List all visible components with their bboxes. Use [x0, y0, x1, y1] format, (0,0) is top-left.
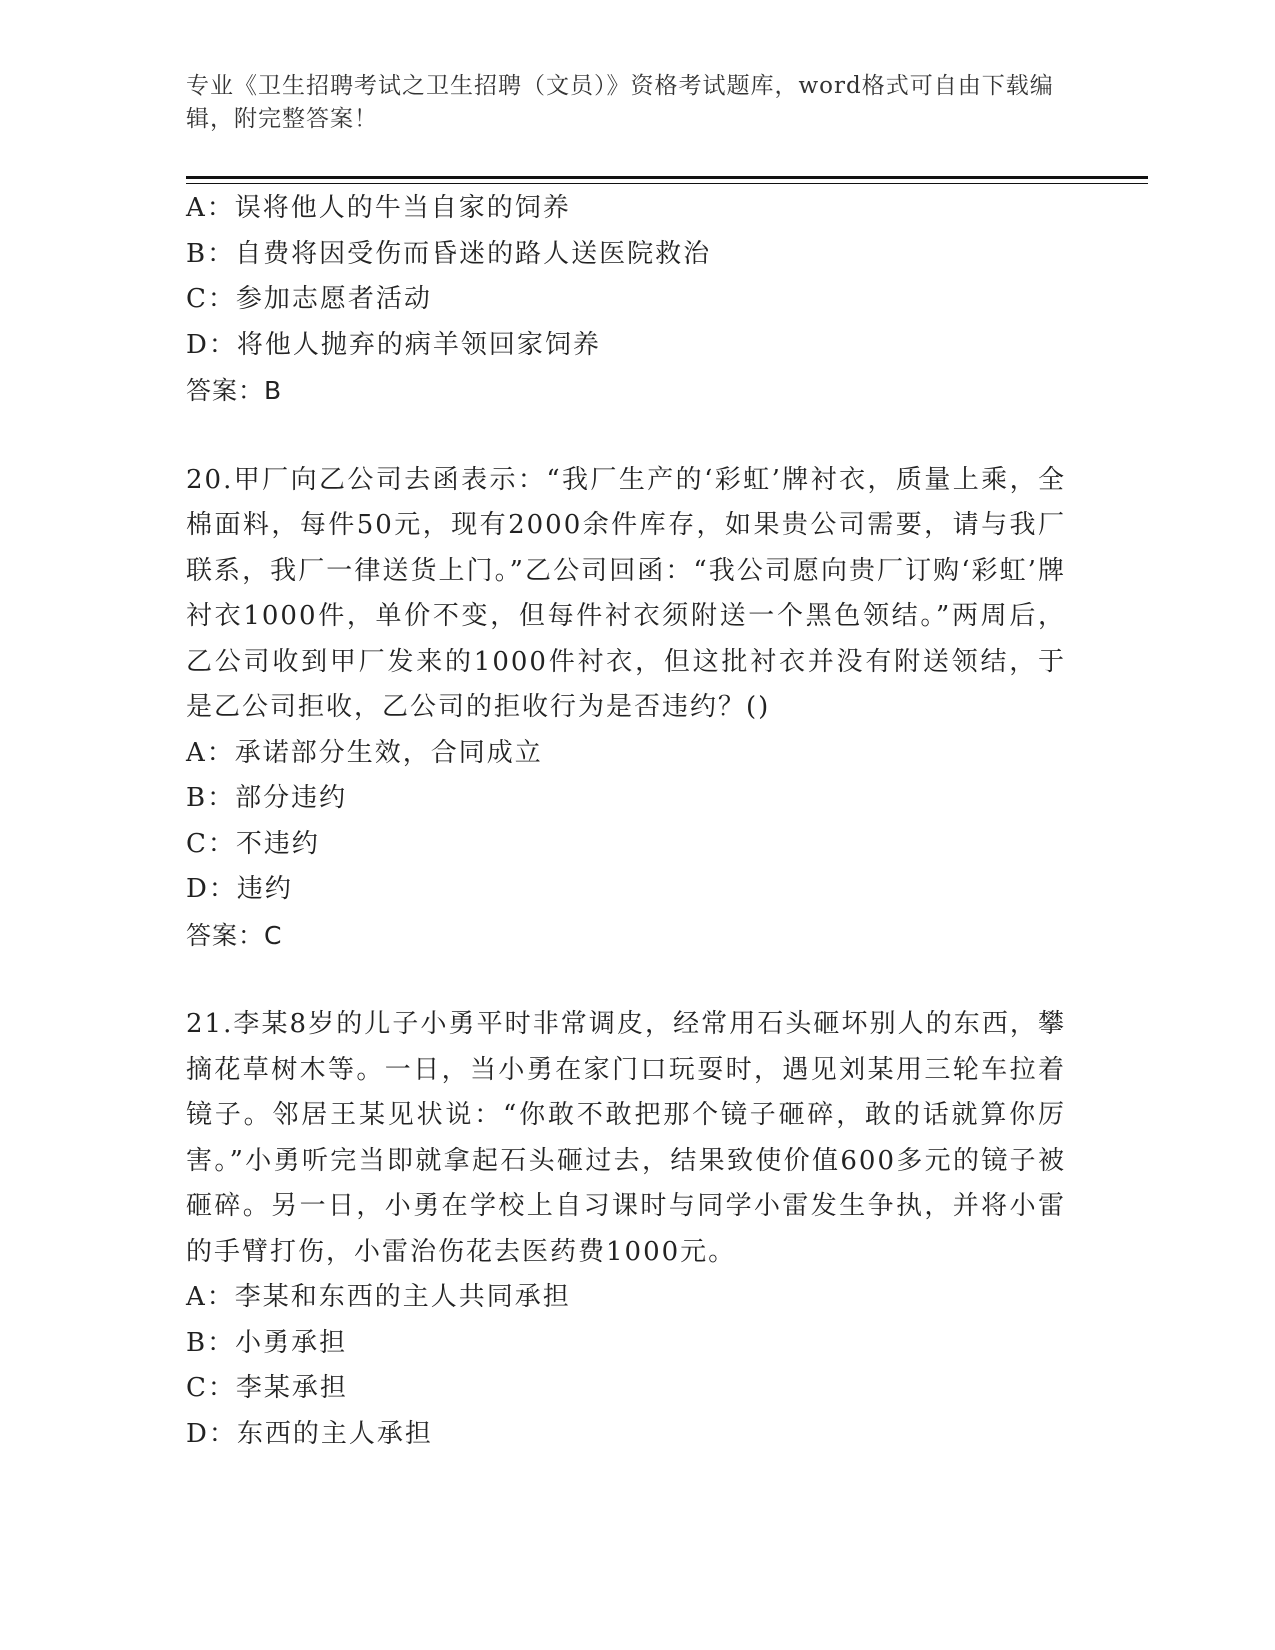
q19-option-b: B：自费将因受伤而昏迷的路人送医院救治 [186, 238, 712, 269]
q20-option-d: D：违约 [186, 874, 293, 904]
q19-option-c: C：参加志愿者活动 [186, 284, 432, 314]
q21-option-a: A：李某和东西的主人共同承担 [186, 1282, 571, 1312]
q21-option-c: C：李某承担 [186, 1373, 348, 1403]
q20-stem: 20.甲厂向乙公司去函表示：“我厂生产的‘彩虹’牌衬衣，质量上乘，全棉面料，每件50元，现有2000余件库存，如果贵公司需要，请与我厂联系，我厂一律送货上门。”乙公司回函：“我公司愿向贵厂订购‘彩虹’牌衬衣1000件，单价不变，但每件衬衣须附送一个黑色领结。”两周后，乙公司收到甲厂发来的1000件衬衣，但这批衬衣并没有附送领结，于是乙公司拒收，乙公司的拒收行为是否违约？() [186, 464, 1066, 722]
question-19-block [186, 186, 1066, 414]
q20-answer: 答案：C [186, 920, 283, 950]
header-rule-thick [186, 176, 1148, 179]
q21-option-d: D：东西的主人承担 [186, 1418, 433, 1449]
question-20-block [186, 458, 1066, 959]
q20-option-b: B：部分违约 [186, 783, 348, 813]
question-content [186, 186, 1066, 1457]
header-rule-thin [186, 183, 1148, 184]
q19-answer: 答案：B [186, 376, 283, 405]
q20-option-c: C：不违约 [186, 828, 320, 859]
q21-option-b: B：小勇承担 [186, 1327, 348, 1358]
q21-stem: 21.李某8岁的儿子小勇平时非常调皮，经常用石头砸坏别人的东西，攀摘花草树木等。一日，当小勇在家门口玩耍时，遇见刘某用三轮车拉着镜子。邻居王某见状说：“你敢不敢把那个镜子砸碎，敢的话就算你厉害。”小勇听完当即就拿起石头砸过去，结果致使价值600多元的镜子被砸碎。另一日，小勇在学校上自习课时与同学小雷发生争执，并将小雷的手臂打伤，小雷治伤花去医药费1000元。 [186, 1009, 1066, 1267]
question-21-block [186, 1002, 1066, 1457]
q19-option-d: D：将他人抛弃的病羊领回家饲养 [186, 329, 601, 360]
document-header: 专业《卫生招聘考试之卫生招聘（文员）》资格考试题库，word格式可自由下载编辑，附完整答案！ [186, 73, 1054, 132]
q20-option-a: A：承诺部分生效，合同成立 [186, 737, 543, 768]
q19-option-a: A：误将他人的牛当自家的饲养 [186, 193, 571, 223]
